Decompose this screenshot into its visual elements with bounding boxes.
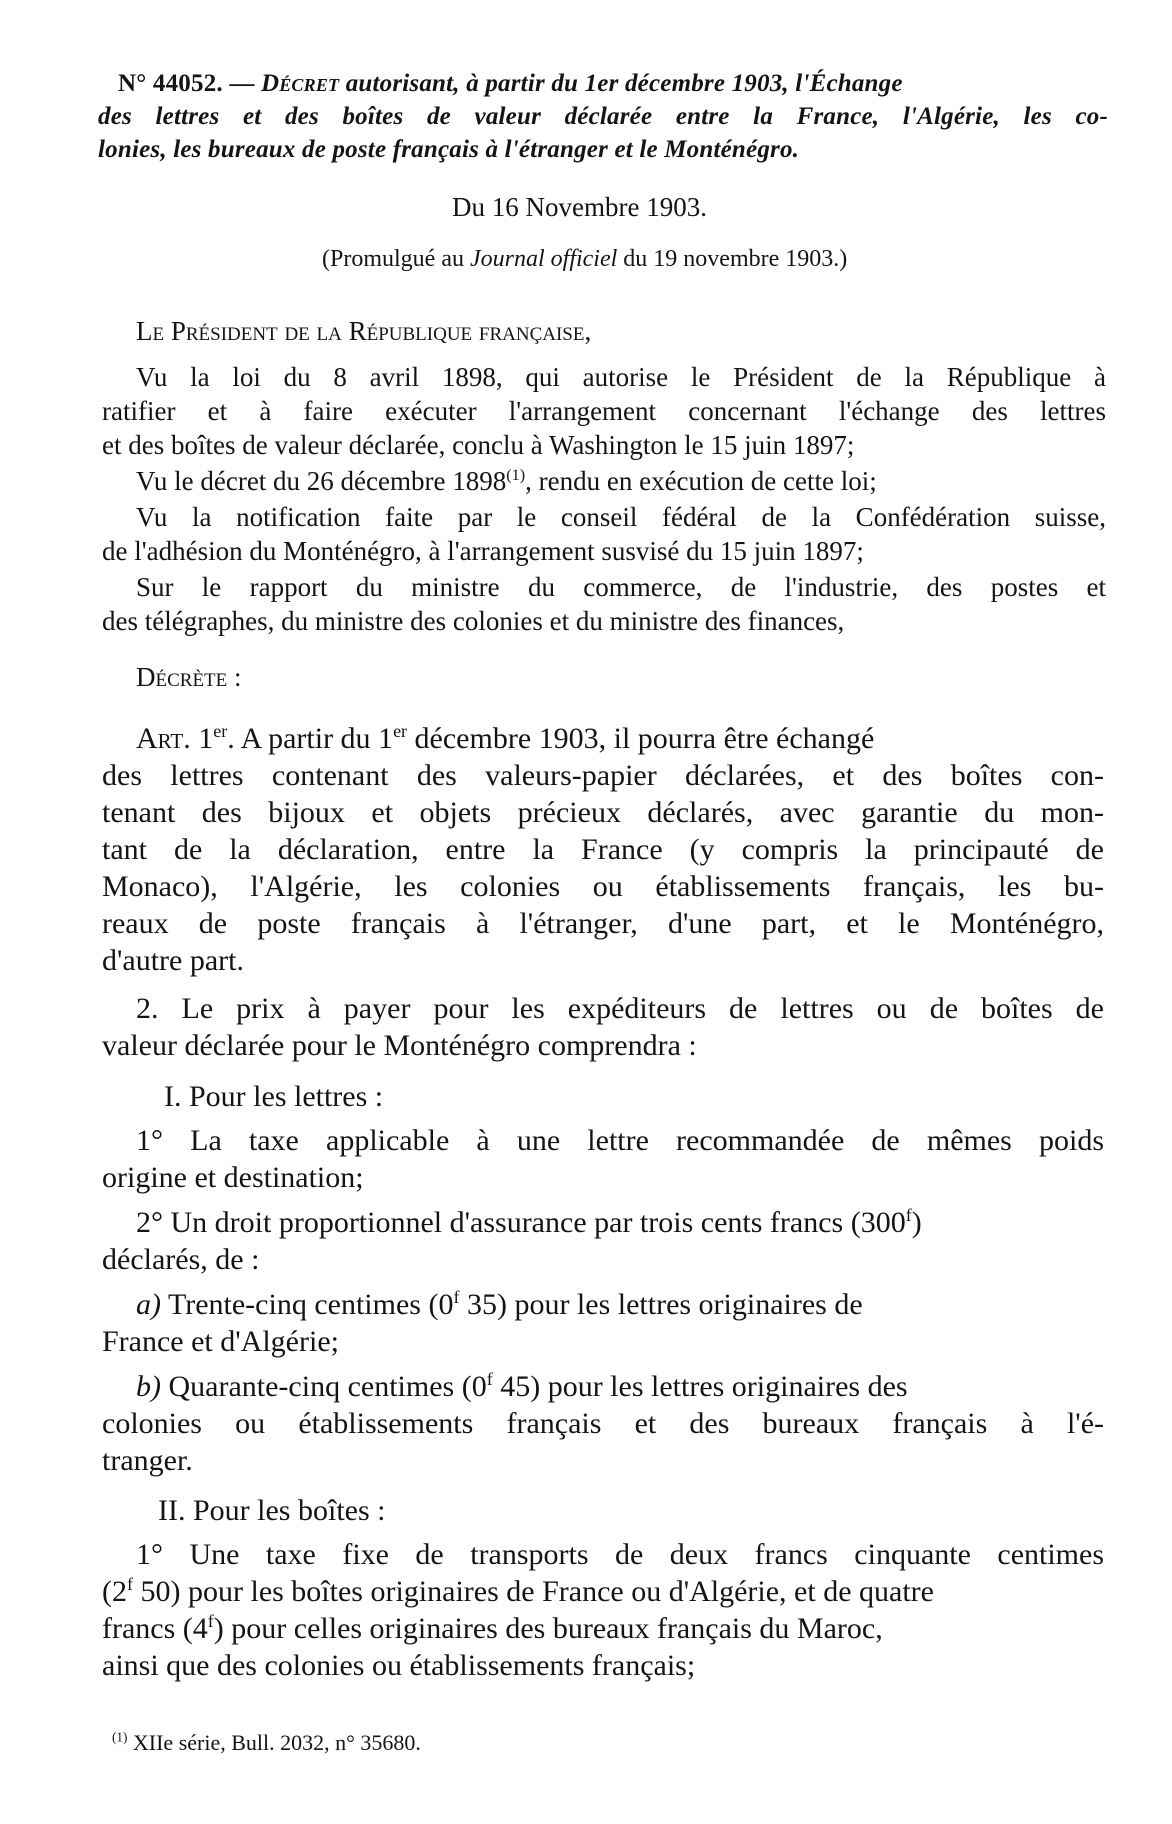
s2-l2-a: (2 [102, 1575, 127, 1608]
visa-2-text: Vu le décret du 26 décembre 1898 [136, 466, 507, 496]
section-1-item-2-line-1 [136, 1206, 922, 1240]
art1-text-b: décembre 1903, il pourra être échangé [407, 722, 875, 755]
art1-date-sup: er [393, 721, 408, 741]
art1-line-5: Monaco), l'Algérie, les colonies ou établissements français, les bu- [102, 870, 1104, 903]
a-text-a: Trente-cinq centimes (0 [161, 1288, 454, 1321]
section-2-line-2 [102, 1575, 934, 1609]
art1-line-1 [136, 722, 874, 756]
president-heading: Le Président de la République française, [136, 316, 592, 346]
art2-line-1: 2. Le prix à payer pour les expéditeurs de lettres ou de boîtes de [136, 992, 1104, 1025]
s2-l3-b: ) pour celles originaires des bureaux français du Maroc, [213, 1612, 883, 1645]
decree-title-line-1 [118, 70, 903, 98]
section-1-b-line-1 [136, 1370, 908, 1404]
title-line-1-rest: autorisant, à partir du 1er décembre 1903, l'Échange [345, 70, 903, 97]
b-franc-sup: f [486, 1369, 493, 1389]
date-line: Du 16 Novembre 1903. [452, 192, 707, 222]
decret-word: Décret [260, 70, 340, 97]
s2-l3-a: francs (4 [102, 1612, 208, 1645]
art1-line-6: reaux de poste français à l'étranger, d'une part, et le Monténégro, [102, 907, 1104, 940]
footnote-text: XIIe série, Bull. 2032, n° 35680. [132, 1730, 421, 1755]
art1-line-7: d'autre part. [102, 944, 245, 977]
art1-line-4: tant de la déclaration, entre la France (y compris la principauté de [102, 833, 1104, 866]
art1-text-a: . A partir du 1 [227, 722, 394, 755]
item-2-close: ) [911, 1206, 922, 1239]
section-2-line-3 [102, 1612, 883, 1646]
journal-officiel: Journal officiel [469, 246, 618, 272]
decree-title-line-3: lonies, les bureaux de poste français à l'étranger et le Monténégro. [98, 136, 800, 163]
footnote-ref: (1) [506, 466, 526, 484]
visa-1-line-1: Vu la loi du 8 avril 1898, qui autorise le Président de la République à [136, 362, 1106, 392]
visa-4-line-2: des télégraphes, du ministre des colonies et du ministre des finances, [102, 606, 845, 636]
promulgation-open: (Promulgué au [322, 246, 464, 272]
section-1-a-line-1 [136, 1288, 863, 1322]
decree-number: N° 44052. [118, 70, 223, 97]
promulgation-line [322, 246, 847, 273]
section-1-heading: I. Pour les lettres : [164, 1080, 384, 1113]
decree-title-line-2: des lettres et des boîtes de valeur déclarée entre la France, l'Algérie, les co- [98, 103, 1108, 130]
s2-l2-sup: f [127, 1574, 133, 1594]
promulgation-close: du 19 novembre 1903.) [623, 246, 848, 272]
visa-3-line-1: Vu la notification faite par le conseil fédéral de la Confédération suisse, [136, 502, 1106, 532]
section-2-line-4: ainsi que des colonies ou établissements français; [102, 1649, 696, 1682]
b-text-b: 45) pour les lettres originaires des [492, 1370, 908, 1403]
section-1-b-line-3: tranger. [102, 1444, 193, 1477]
section-1-b-line-2: colonies ou établissements français et des bureaux français à l'é- [102, 1407, 1104, 1440]
visa-3-line-2: de l'adhésion du Monténégro, à l'arrangement susvisé du 15 juin 1897; [102, 536, 864, 566]
section-1-item-1-line-1: 1° La taxe applicable à une lettre recommandée de mêmes poids [136, 1124, 1104, 1157]
b-label: b) [136, 1370, 161, 1403]
section-1-item-2-line-2: déclarés, de : [102, 1243, 260, 1276]
section-1-a-line-2: France et d'Algérie; [102, 1325, 339, 1358]
a-text-b: 35) pour les lettres originaires de [459, 1288, 863, 1321]
section-2-heading: II. Pour les boîtes : [158, 1494, 386, 1527]
item-2-text: 2° Un droit proportionnel d'assurance par trois cents francs (300 [136, 1206, 906, 1239]
section-1-item-1-line-2: origine et destination; [102, 1161, 364, 1194]
decrete-heading: Décrète : [136, 662, 242, 692]
art1-line-2: des lettres contenant des valeurs-papier déclarées, et des boîtes con- [102, 759, 1104, 792]
franc-sup: f [905, 1205, 912, 1225]
title-dash: — [229, 70, 255, 97]
b-text-a: Quarante-cinq centimes (0 [161, 1370, 487, 1403]
s2-l3-sup: f [207, 1611, 214, 1631]
art1-label: Art. 1 [136, 722, 214, 755]
s2-l2-b: 50) pour les boîtes originaires de France ou d'Algérie, et de quatre [133, 1575, 934, 1608]
footnote-mark: (1) [112, 1729, 128, 1745]
visa-2 [136, 466, 877, 497]
visa-1-line-3: et des boîtes de valeur déclarée, conclu à Washington le 15 juin 1897; [102, 430, 855, 460]
visa-2-tail: , rendu en exécution de cette loi; [525, 466, 877, 496]
footnote [112, 1730, 421, 1756]
a-label: a) [136, 1288, 161, 1321]
art1-line-3: tenant des bijoux et objets précieux déclarés, avec garantie du mon- [102, 796, 1104, 829]
art1-label-sup: er [213, 721, 228, 741]
visa-1-line-2: ratifier et à faire exécuter l'arrangement concernant l'échange des lettres [102, 396, 1106, 426]
art2-line-2: valeur déclarée pour le Monténégro comprendra : [102, 1029, 697, 1062]
visa-4-line-1: Sur le rapport du ministre du commerce, de l'industrie, des postes et [136, 572, 1106, 602]
section-2-line-1: 1° Une taxe fixe de transports de deux francs cinquante centimes [136, 1538, 1104, 1571]
a-franc-sup: f [453, 1287, 460, 1307]
